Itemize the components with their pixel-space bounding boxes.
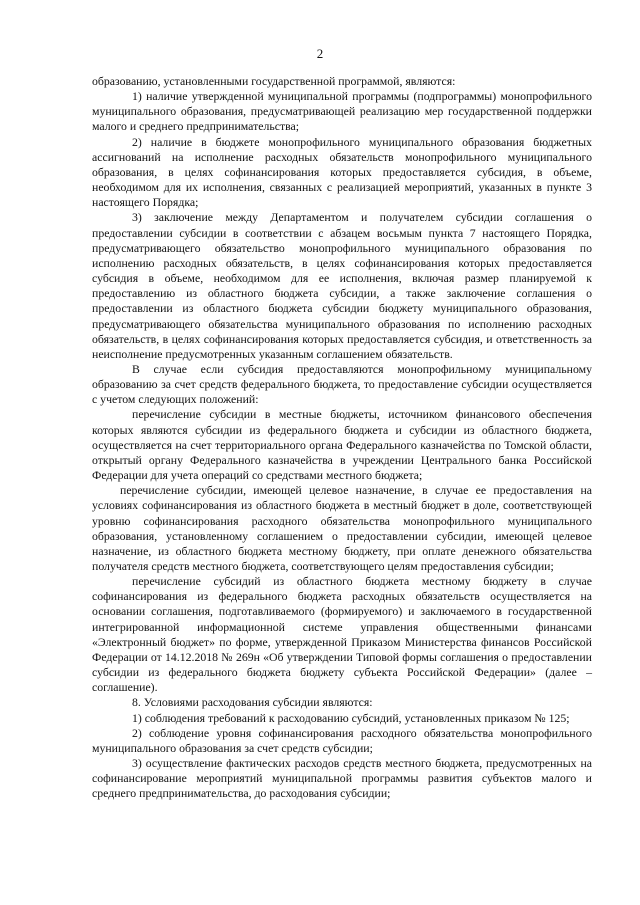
paragraph: 2) наличие в бюджете монопрофильного муниципального образования бюджетных ассигнований на исполнение расходных обязательств монопрофильного муниципального образования, в целях софинансирования которых предоставляется субсидия, в объеме, необходимом для их исполнения, связанных с реализацией мероприятий, указанных в пункте 3 настоящего Порядка; (92, 134, 592, 210)
paragraph: перечисление субсидии, имеющей целевое назначение, в случае ее предоставления на условиях софинансирования из областного бюджета в местный бюджет в доле, соответствующей уровню софинансирования расходного обязательства монопрофильного муниципального образования, установленному соглашением о предоставлении субсидии, имеющей целевое назначение, из областного бюджета местному бюджету, при оплате денежного обязательства получателя средств местного бюджета, соответствующего целям предоставления субсидии; (92, 483, 592, 573)
paragraph: 3) осуществление фактических расходов средств местного бюджета, предусмотренных на софинансирование мероприятий муниципальной программы развития субъектов малого и среднего предпринимательства, до расходования субсидии; (92, 756, 592, 801)
paragraph: В случае если субсидия предоставляются монопрофильному муниципальному образованию за счет средств федерального бюджета, то предоставление субсидии осуществляется с учетом следующих положений: (92, 361, 592, 407)
paragraph: 8. Условиями расходования субсидии являются: (132, 695, 373, 710)
paragraph: перечисление субсидий из областного бюджета местному бюджету в случае софинансирования из федерального бюджета расходных обязательств осуществляется на основании соглашения, подготавливаемого (формируемого) и заключаемого в государственной интегрированной информационной системе управления общественными финансами «Электронный бюджет» по форме, утвержденной Приказом Министерства финансов Российской Федерации от 14.12.2018 № 269н «Об утверждении Типовой формы соглашения о предоставлении субсидии из федерального бюджета бюджету субъекта Российской Федерации» (далее – соглашение). (92, 574, 592, 695)
paragraph: 1) соблюдения требований к расходованию субсидий, установленных приказом № 125; (132, 710, 570, 725)
paragraph: 2) соблюдение уровня софинансирования расходного обязательства монопрофильного муниципального образования за счет средств субсидии; (92, 725, 592, 755)
paragraph: 1) наличие утвержденной муниципальной программы (подпрограммы) монопрофильного муниципального образования, предусматривающей реализацию мер государственной поддержки малого и среднего предпринимательства; (92, 89, 592, 134)
document-body (92, 74, 592, 802)
paragraph: образованию, установленными государственной программой, являются: (92, 74, 456, 88)
paragraph: 3) заключение между Департаментом и получателем субсидии соглашения о предоставлении субсидии в соответствии с абзацем восьмым пункта 7 настоящего Порядка, предусматривающего обязательство монопрофильного муниципального образования по исполнению расходных обязательств, в целях софинансирования которых предоставляется субсидия в объеме, необходимом для ее исполнения, включая размер планируемой к предоставлению из областного бюджета субсидии, а также заключение соглашения о предоставлении из областного бюджета субсидии бюджету муниципального образования, предусматривающего обязательства муниципального образования по исполнению расходных обязательств, в целях софинансирования которых предоставляется субсидия, и ответственность за неисполнение предусмотренных указанным соглашением обязательств. (92, 210, 592, 361)
page-number: 2 (316, 46, 324, 61)
paragraph: перечисление субсидии в местные бюджеты, источником финансового обеспечения которых являются субсидии из федерального бюджета и субсидии из областного бюджета, осуществляется на счет территориального органа Федерального казначейства по Томской области, открытый органу Федерального казначейства в учреждении Центрального банка Российской Федерации для учета операций со средствами местного бюджета; (92, 407, 592, 483)
